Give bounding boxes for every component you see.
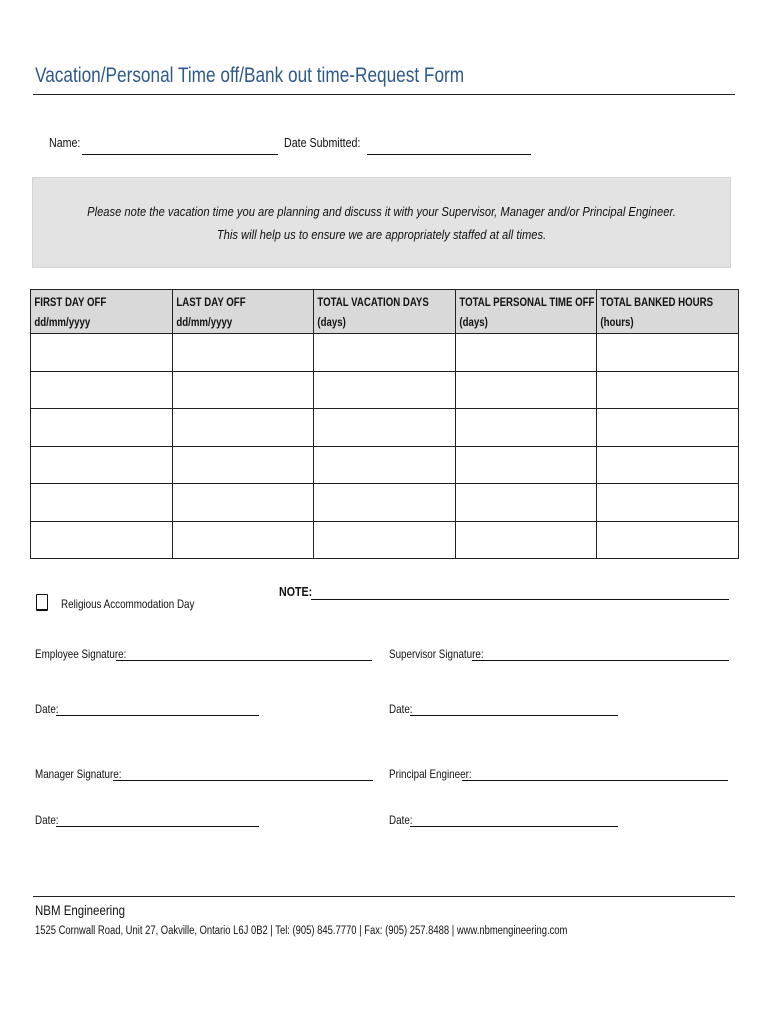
table-cell[interactable] — [314, 334, 456, 372]
name-label: Name: — [49, 135, 81, 150]
manager-date-label: Date: — [35, 813, 59, 827]
request-table — [30, 289, 739, 559]
footer-divider — [33, 896, 735, 897]
employee-signature-label: Employee Signature: — [35, 647, 127, 661]
manager-date-field[interactable] — [56, 826, 259, 827]
employee-date-field[interactable] — [56, 715, 259, 716]
table-cell[interactable] — [455, 446, 597, 484]
principal-date-field[interactable] — [410, 826, 618, 827]
supervisor-date-field[interactable] — [410, 715, 618, 716]
notice-text: Please note the vacation time you are planning and discuss it with your Supervisor, Manager and/or Principal Engineer. This will help us to ensure we are appropriately staffed at all times. — [87, 203, 676, 242]
company-name: NBM Engineering — [35, 902, 125, 918]
table-cell[interactable] — [455, 521, 597, 559]
note-field[interactable] — [311, 599, 729, 600]
employee-signature-field[interactable] — [116, 660, 372, 661]
supervisor-date-label: Date: — [389, 702, 413, 716]
religious-day-label: Religious Accommodation Day — [61, 597, 195, 611]
date-submitted-field[interactable] — [367, 154, 531, 155]
table-header-row — [31, 290, 739, 334]
supervisor-signature-field[interactable] — [472, 660, 729, 661]
supervisor-signature-label: Supervisor Signature: — [389, 647, 484, 661]
table-row — [31, 446, 739, 484]
table-cell[interactable] — [597, 371, 739, 409]
name-field[interactable] — [82, 154, 278, 155]
table-cell[interactable] — [314, 371, 456, 409]
table-cell[interactable] — [597, 446, 739, 484]
company-address: 1525 Cornwall Road, Unit 27, Oakville, Ontario L6J 0B2 | Tel: (905) 845.7770 | Fax: (905) 257.8488 | www.nbmengineering.com — [35, 925, 568, 937]
form-title — [35, 64, 558, 88]
table-row — [31, 409, 739, 447]
table-row — [31, 521, 739, 559]
header-total-personal-time-off: TOTAL PERSONAL TIME OFF (days) — [455, 290, 597, 334]
table-cell[interactable] — [31, 371, 173, 409]
header-last-day-off: LAST DAY OFF dd/mm/yyyy — [172, 290, 314, 334]
table-cell[interactable] — [314, 409, 456, 447]
table-cell[interactable] — [314, 446, 456, 484]
manager-signature-label: Manager Signature: — [35, 767, 122, 781]
table-cell[interactable] — [172, 334, 314, 372]
table-cell[interactable] — [31, 521, 173, 559]
table-cell[interactable] — [172, 371, 314, 409]
table-cell[interactable] — [597, 409, 739, 447]
header-first-day-off: FIRST DAY OFF dd/mm/yyyy — [31, 290, 173, 334]
table-cell[interactable] — [597, 334, 739, 372]
table-cell[interactable] — [31, 446, 173, 484]
table-cell[interactable] — [597, 521, 739, 559]
notice-box — [32, 177, 731, 268]
header-total-banked-hours: TOTAL BANKED HOURS (hours) — [597, 290, 739, 334]
table-row — [31, 484, 739, 522]
header-total-vacation-days: TOTAL VACATION DAYS (days) — [314, 290, 456, 334]
table-cell[interactable] — [455, 334, 597, 372]
principal-engineer-label: Principal Engineer: — [389, 767, 472, 781]
title-divider — [33, 94, 735, 95]
table-row — [31, 371, 739, 409]
table-cell[interactable] — [172, 409, 314, 447]
table-cell[interactable] — [455, 409, 597, 447]
note-label: NOTE: — [279, 584, 313, 599]
table-cell[interactable] — [31, 484, 173, 522]
table-cell[interactable] — [31, 409, 173, 447]
table-cell[interactable] — [597, 484, 739, 522]
manager-signature-field[interactable] — [113, 780, 373, 781]
table-row — [31, 334, 739, 372]
table-cell[interactable] — [314, 521, 456, 559]
table-cell[interactable] — [172, 484, 314, 522]
form-title-text: Vacation/Personal Time off/Bank out time-Request Form — [35, 64, 465, 87]
table-cell[interactable] — [31, 334, 173, 372]
table-cell[interactable] — [172, 446, 314, 484]
table-cell[interactable] — [455, 484, 597, 522]
religious-day-checkbox[interactable] — [36, 594, 48, 611]
table-cell[interactable] — [314, 484, 456, 522]
principal-date-label: Date: — [389, 813, 413, 827]
table-cell[interactable] — [172, 521, 314, 559]
principal-engineer-field[interactable] — [462, 780, 728, 781]
employee-date-label: Date: — [35, 702, 59, 716]
table-cell[interactable] — [455, 371, 597, 409]
date-submitted-label: Date Submitted: — [284, 135, 361, 150]
